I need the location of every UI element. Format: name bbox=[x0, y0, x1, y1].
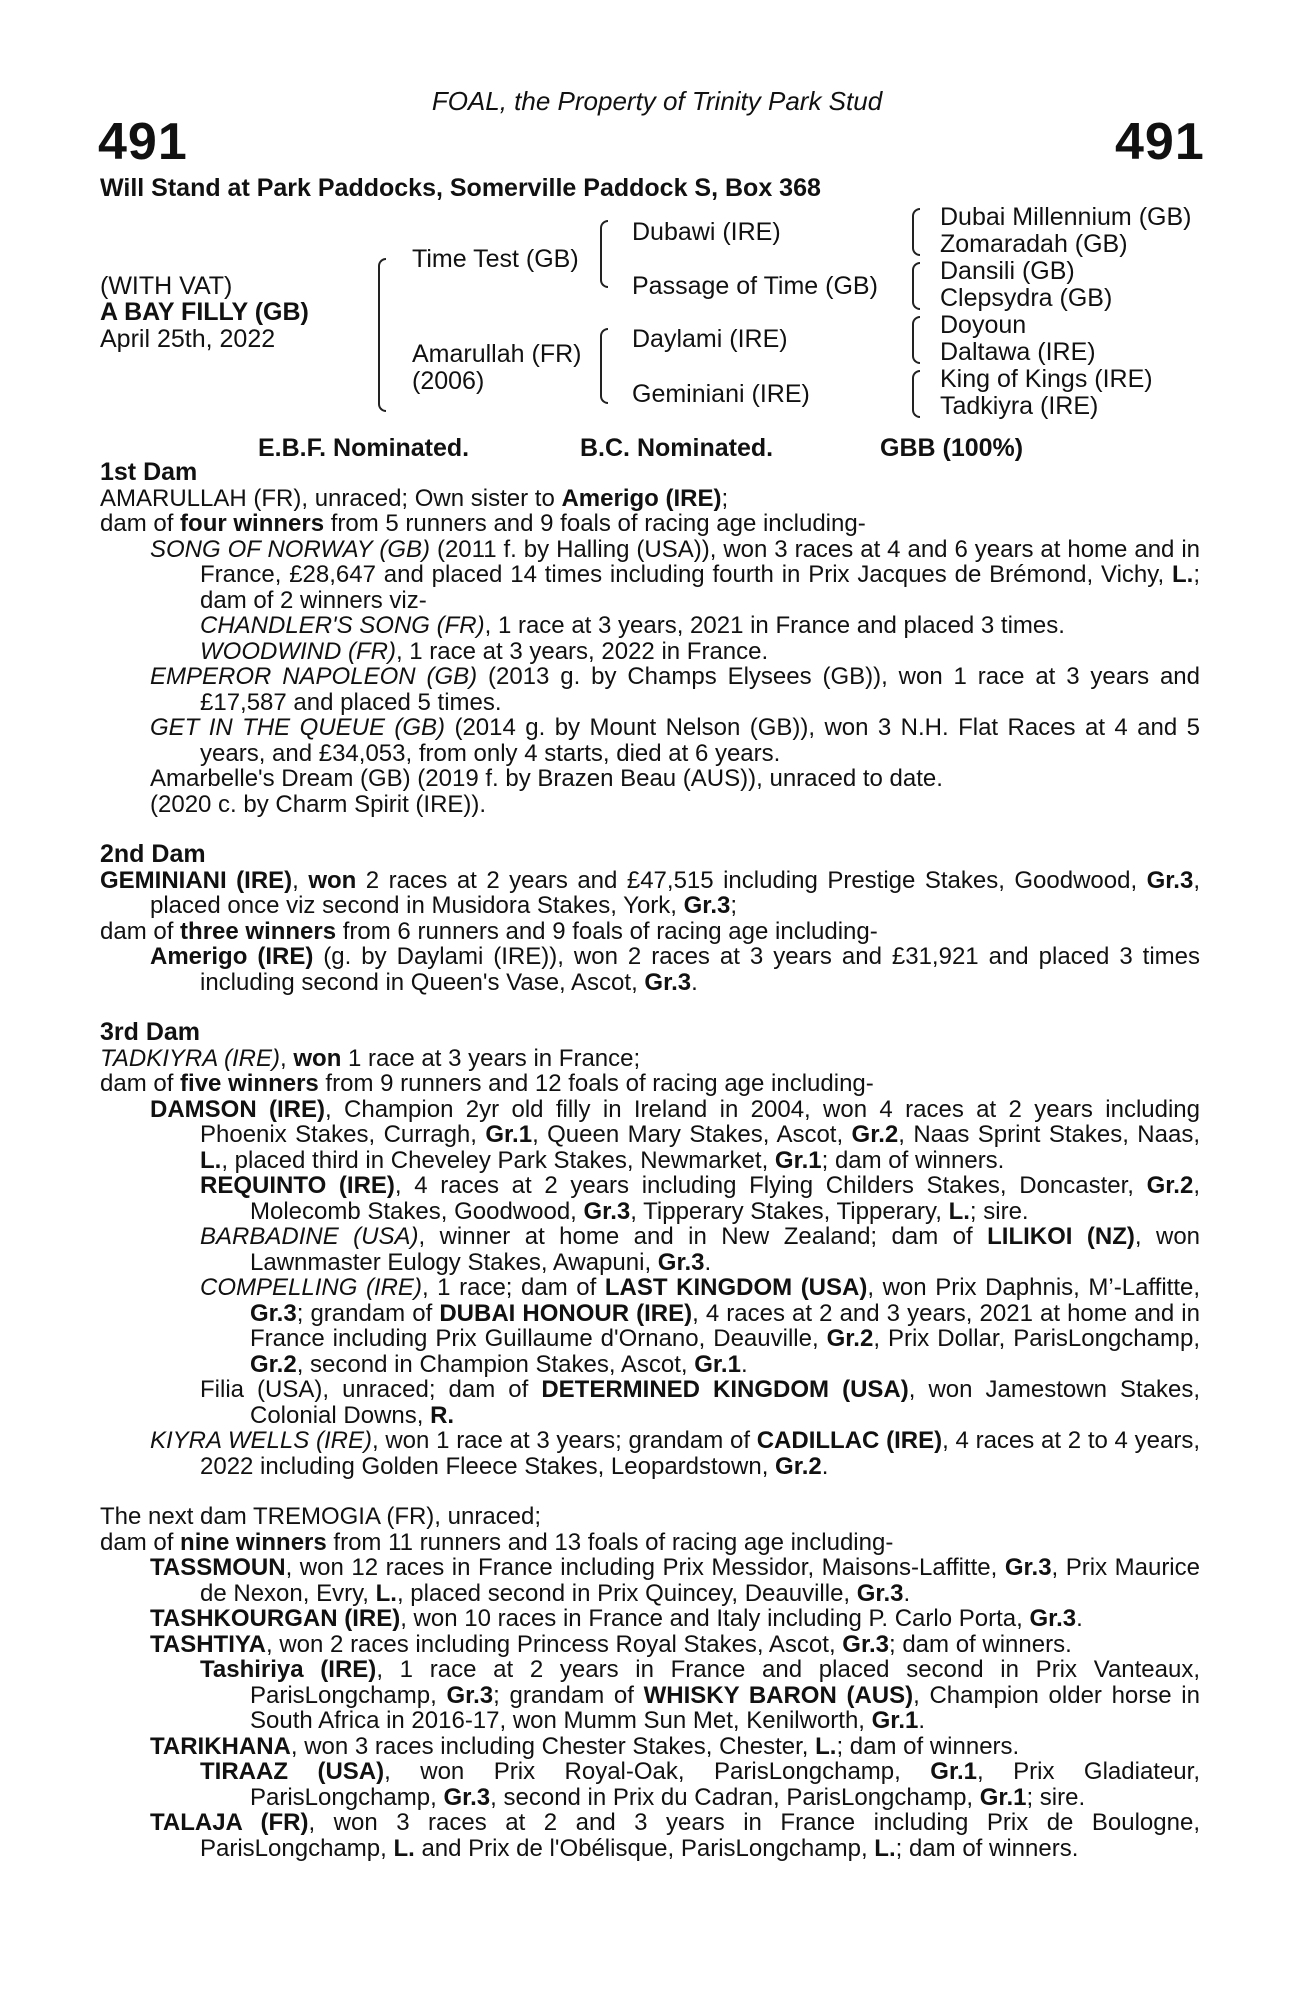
produce-amerigo: Amerigo (IRE) (g. by Daylami (IRE)), won 2 races at 3 years and £31,921 and placed 3 times including second in Queen's Vase, Ascot, Gr.3. bbox=[150, 943, 1200, 996]
lot-number-left: 491 bbox=[98, 113, 188, 171]
next-dam-line: The next dam TREMOGIA (FR), unraced; bbox=[100, 1503, 542, 1530]
first-dam-heading: 1st Dam bbox=[100, 458, 198, 486]
first-dam-line: AMARULLAH (FR), unraced; Own sister to Amerigo (IRE); bbox=[100, 484, 729, 512]
ped-sss: Dubai Millennium (GB) bbox=[940, 203, 1192, 231]
ped-dss: Doyoun bbox=[940, 311, 1027, 339]
produce-talaja: TALAJA (FR), won 3 races at 2 and 3 years in France including Prix de Boulogne, ParisLongchamp, L. and Prix de l'Obélisque, ParisLongchamp, L.; dam of winners. bbox=[150, 1809, 1200, 1862]
produce-compelling: COMPELLING (IRE), 1 race; dam of LAST KINGDOM (USA), won Prix Daphnis, M’-Laffitte, Gr.3; grandam of DUBAI HONOUR (IRE), 4 races at 2 and 3 years, 2021 at home and in France including Prix Guillaume d'Ornano, Deauville, Gr.2, Prix Dollar, ParisLongchamp, Gr.2, second in Champion Stakes, Ascot, Gr.1. bbox=[200, 1274, 1200, 1378]
dam-name: Amarullah (FR) bbox=[412, 340, 582, 368]
ped-dds: King of Kings (IRE) bbox=[940, 365, 1153, 393]
produce-filia: Filia (USA), unraced; dam of DETERMINED KINGDOM (USA), won Jamestown Stakes, Colonial Downs, R. bbox=[200, 1376, 1201, 1429]
produce-woodwind: WOODWIND (FR), 1 race at 3 years, 2022 in France. bbox=[200, 637, 769, 665]
produce-tashtiya: TASHTIYA, won 2 races including Princess Royal Stakes, Ascot, Gr.3; dam of winners. bbox=[150, 1630, 1072, 1658]
bracket-dam bbox=[600, 328, 608, 404]
produce-chandlers-song: CHANDLER'S SONG (FR), 1 race at 3 years, 2021 in France and placed 3 times. bbox=[200, 612, 1065, 639]
produce-requinto: REQUINTO (IRE), 4 races at 2 years including Flying Childers Stakes, Doncaster, Gr.2, Molecomb Stakes, Goodwood, Gr.3, Tipperary Stakes, Tipperary, L.; sire. bbox=[200, 1172, 1200, 1225]
standing-location: Will Stand at Park Paddocks, Somerville Paddock S, Box 368 bbox=[100, 174, 821, 202]
produce-tashiriya: Tashiriya (IRE), 1 race at 2 years in France and placed second in Prix Vanteaux, ParisLongchamp, Gr.3; grandam of WHISKY BARON (AUS), Champion older horse in South Africa in 2016-17, won Mumm Sun Met, Kenilworth, Gr.1. bbox=[200, 1656, 1201, 1734]
sire-sire: Dubawi (IRE) bbox=[632, 218, 781, 246]
catalogue-body bbox=[100, 460, 1200, 1861]
third-dam-heading: 3rd Dam bbox=[100, 1018, 201, 1046]
ped-sdd: Clepsydra (GB) bbox=[940, 284, 1113, 312]
bracket-gen1 bbox=[378, 258, 386, 412]
ebf-nomination: E.B.F. Nominated. bbox=[258, 434, 470, 462]
sire-name: Time Test (GB) bbox=[412, 245, 579, 273]
next-dam-summary: dam of nine winners from 11 runners and 13 foals of racing age including- bbox=[100, 1528, 894, 1556]
produce-tarikhana: TARIKHANA, won 3 races including Chester Stakes, Chester, L.; dam of winners. bbox=[150, 1732, 1020, 1760]
third-dam-line: TADKIYRA (IRE), won 1 race at 3 years in France; bbox=[100, 1044, 641, 1072]
ped-ssd: Zomaradah (GB) bbox=[940, 230, 1128, 258]
produce-tashkourgan: TASHKOURGAN (IRE), won 10 races in France and Italy including P. Carlo Porta, Gr.3. bbox=[150, 1605, 1083, 1632]
produce-tassmoun: TASSMOUN, won 12 races in France including Prix Messidor, Maisons-Laffitte, Gr.3, Prix Maurice de Nexon, Evry, L., placed second in Prix Quincey, Deauville, Gr.3. bbox=[150, 1554, 1200, 1607]
produce-damson: DAMSON (IRE), Champion 2yr old filly in Ireland in 2004, won 4 races at 2 years including Phoenix Stakes, Curragh, Gr.1, Queen Mary Stakes, Ascot, Gr.2, Naas Sprint Stakes, Naas, L., placed third in Cheveley Park Stakes, Newmarket, Gr.1; dam of winners. bbox=[150, 1095, 1201, 1174]
second-dam-line: GEMINIANI (IRE), won 2 races at 2 years and £47,515 including Prestige Stakes, Goodwood, Gr.3, placed once viz second in Musidora Stakes, York, Gr.3; bbox=[100, 866, 1200, 919]
third-dam-summary: dam of five winners from 9 runners and 12 foals of racing age including- bbox=[100, 1070, 874, 1097]
ped-sds: Dansili (GB) bbox=[940, 257, 1075, 285]
bracket-ss bbox=[912, 208, 920, 256]
ped-dsd: Daltawa (IRE) bbox=[940, 338, 1096, 366]
second-dam-heading: 2nd Dam bbox=[100, 840, 206, 868]
dam-dam: Geminiani (IRE) bbox=[632, 380, 810, 408]
sire-dam: Passage of Time (GB) bbox=[632, 272, 878, 300]
produce-2020-colt: (2020 c. by Charm Spirit (IRE)). bbox=[150, 790, 487, 818]
gbb-status: GBB (100%) bbox=[880, 434, 1024, 462]
vat-note: (WITH VAT) bbox=[100, 272, 233, 300]
foaling-date: April 25th, 2022 bbox=[100, 325, 276, 353]
bracket-sire bbox=[600, 220, 608, 288]
ped-ddd: Tadkiyra (IRE) bbox=[940, 392, 1099, 420]
produce-amarbelles-dream: Amarbelle's Dream (GB) (2019 f. by Brazen Beau (AUS)), unraced to date. bbox=[150, 765, 943, 792]
bracket-ds bbox=[912, 316, 920, 364]
produce-song-of-norway: SONG OF NORWAY (GB) (2011 f. by Halling (USA)), won 3 races at 4 and 6 years at home and in France, £28,647 and placed 14 times including fourth in Prix Jacques de Brémond, Vichy, L.; dam of 2 winners viz- bbox=[150, 535, 1201, 614]
produce-tiraaz: TIRAAZ (USA), won Prix Royal-Oak, ParisLongchamp, Gr.1, Prix Gladiateur, ParisLongchamp, Gr.3, second in Prix du Cadran, ParisLongchamp, Gr.1; sire. bbox=[200, 1758, 1200, 1811]
dam-year: (2006) bbox=[412, 367, 485, 395]
lot-number-right: 491 bbox=[1115, 113, 1205, 171]
bc-nomination: B.C. Nominated. bbox=[580, 434, 774, 462]
lot-name: A BAY FILLY (GB) bbox=[100, 298, 309, 326]
produce-barbadine: BARBADINE (USA), winner at home and in New Zealand; dam of LILIKOI (NZ), won Lawnmaster Eulogy Stakes, Awapuni, Gr.3. bbox=[200, 1223, 1201, 1276]
bracket-dd bbox=[912, 370, 920, 418]
produce-kiyra-wells: KIYRA WELLS (IRE), won 1 race at 3 years; grandam of CADILLAC (IRE), 4 races at 2 to 4 years, 2022 including Golden Fleece Stakes, Leopardstown, Gr.2. bbox=[150, 1427, 1200, 1480]
dam-sire: Daylami (IRE) bbox=[632, 325, 788, 353]
first-dam-summary: dam of four winners from 5 runners and 9 foals of racing age including- bbox=[100, 510, 866, 537]
page-subtitle: FOAL, the Property of Trinity Park Stud bbox=[431, 86, 883, 116]
produce-emperor-napoleon: EMPEROR NAPOLEON (GB) (2013 g. by Champs Elysees (GB)), won 1 race at 3 years and £17,587 and placed 5 times. bbox=[150, 663, 1201, 716]
bracket-sd bbox=[912, 262, 920, 310]
produce-get-in-the-queue: GET IN THE QUEUE (GB) (2014 g. by Mount Nelson (GB)), won 3 N.H. Flat Races at 4 and 5 years, and £34,053, from only 4 starts, died at 6 years. bbox=[150, 714, 1200, 767]
second-dam-summary: dam of three winners from 6 runners and 9 foals of racing age including- bbox=[100, 917, 878, 945]
